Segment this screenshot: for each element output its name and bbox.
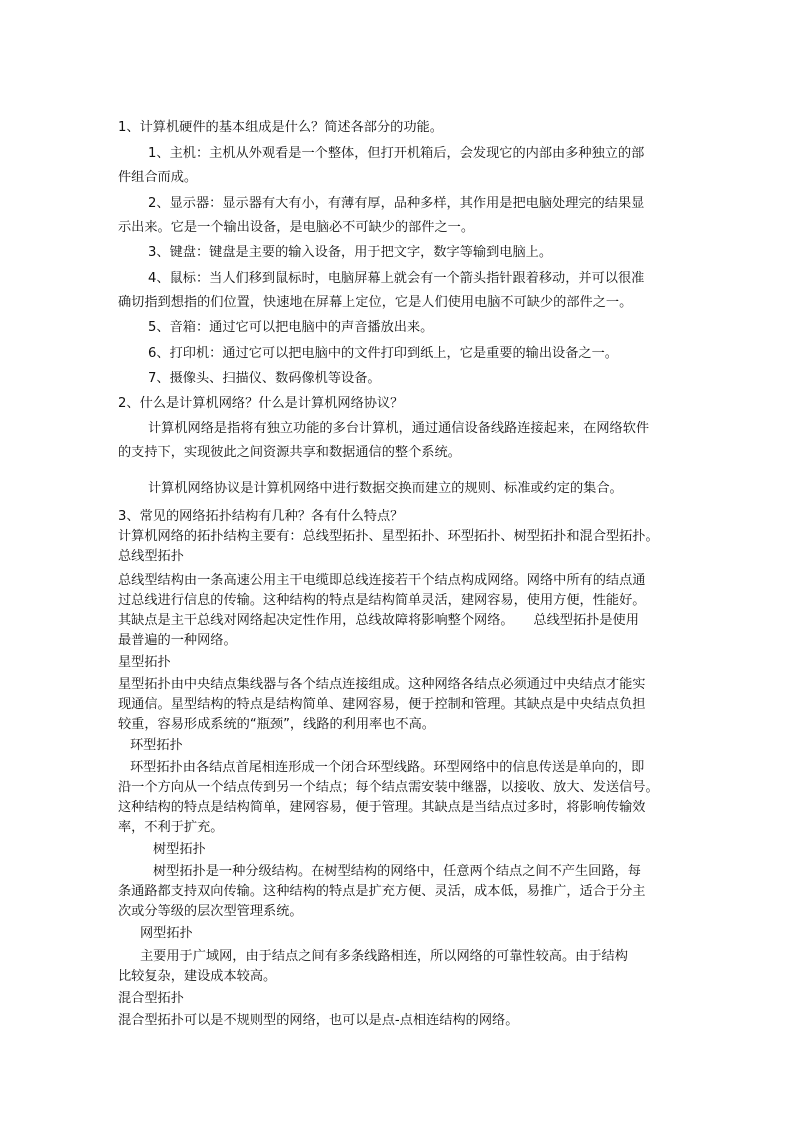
star-topology-line-3: 较重，容易形成系统的“瓶颈”，线路的利用率也不高。: [118, 717, 435, 732]
mesh-topology-heading: 网型拓扑: [140, 926, 193, 941]
ring-topology-line-4: 率，不利于扩充。: [118, 820, 224, 835]
answer-1-item-7: 7、摄像头、扫描仪、数码像机等设备。: [148, 371, 381, 386]
mesh-topology-line-1: 主要用于广域网，由于结点之间有多条线路相连，所以网络的可靠性较高。由于结构: [140, 949, 628, 964]
answer-1-item-4-line-1: 4、鼠标：当人们移到鼠标时，电脑屏幕上就会有一个箭头指针跟着移动，并可以很准: [148, 271, 645, 286]
hybrid-topology-line-1: 混合型拓扑可以是不规则型的网络，也可以是点-点相连结构的网络。: [118, 1013, 519, 1028]
question-3-heading: 3、常见的网络拓扑结构有几种？各有什么特点？: [118, 509, 404, 524]
bus-topology-heading: 总线型拓扑: [118, 549, 184, 564]
bus-topology-line-4: 最普遍的一种网络。: [118, 633, 237, 648]
answer-1-item-3: 3、键盘：键盘是主要的输入设备，用于把文字，数字等输到电脑上。: [148, 245, 553, 260]
bus-topology-line-3: 其缺点是主干总线对网络起决定性作用，总线故障将影响整个网络。 总线型拓扑是使用: [118, 613, 639, 628]
answer-2-protocol: 计算机网络协议是计算机网络中进行数据交换而建立的规则、标准或约定的集合。: [148, 481, 623, 496]
tree-topology-line-1: 树型拓扑是一种分级结构。在树型结构的网络中，任意两个结点之间不产生回路，每: [153, 864, 641, 879]
bus-topology-line-1: 总线型结构由一条高速公用主干电缆即总线连接若干个结点构成网络。网络中所有的结点通: [118, 573, 646, 588]
ring-topology-heading: 环型拓扑: [130, 738, 183, 753]
answer-2-network-line-2: 的支持下，实现彼此之间资源共享和数据通信的整个系统。: [118, 445, 461, 460]
question-2-heading: 2、什么是计算机网络？什么是计算机网络协议？: [118, 396, 404, 411]
tree-topology-line-3: 次或分等级的层次型管理系统。: [118, 904, 303, 919]
star-topology-line-1: 星型拓扑由中央结点集线器与各个结点连接组成。这种网络各结点必须通过中央结点才能实: [118, 677, 646, 692]
star-topology-heading: 星型拓扑: [118, 655, 171, 670]
ring-topology-line-3: 这种结构的特点是结构简单，建网容易，便于管理。其缺点是当结点过多时，将影响传输效: [118, 800, 646, 815]
bus-topology-line-2: 过总线进行信息的传输。这种结构的特点是结构简单灵活，建网容易，使用方便，性能好。: [118, 593, 646, 608]
answer-1-item-6: 6、打印机：通过它可以把电脑中的文件打印到纸上，它是重要的输出设备之一。: [148, 346, 618, 361]
hybrid-topology-heading: 混合型拓扑: [118, 991, 184, 1006]
answer-1-item-1-line-1: 1、主机：主机从外观看是一个整体，但打开机箱后，会发现它的内部由多种独立的部: [148, 146, 645, 161]
answer-2-network-line-1: 计算机网络是指将有独立功能的多台计算机，通过通信设备线路连接起来，在网络软件: [148, 421, 650, 436]
mesh-topology-line-2: 比较复杂，建设成本较高。: [118, 969, 277, 984]
answer-1-item-2-line-1: 2、显示器：显示器有大有小，有薄有厚，品种多样，其作用是把电脑处理完的结果显: [148, 196, 645, 211]
answer-3-intro: 计算机网络的拓扑结构主要有：总线型拓扑、星型拓扑、环型拓扑、树型拓扑和混合型拓扑。: [118, 529, 659, 544]
ring-topology-line-1: 环型拓扑由各结点首尾相连形成一个闭合环型线路。环型网络中的信息传送是单向的，即: [130, 760, 645, 775]
answer-1-item-5: 5、音箱：通过它可以把电脑中的声音播放出来。: [148, 320, 434, 335]
answer-1-item-4-line-2: 确切指到想指的们位置，快速地在屏幕上定位，它是人们使用电脑不可缺少的部件之一。: [118, 295, 633, 310]
star-topology-line-2: 现通信。星型结构的特点是结构简单、建网容易，便于控制和管理。其缺点是中央结点负担: [118, 697, 646, 712]
question-1-heading: 1、计算机硬件的基本组成是什么？简述各部分的功能。: [118, 120, 443, 135]
tree-topology-line-2: 条通路都支持双向传输。这种结构的特点是扩充方便、灵活，成本低，易推广，适合于分主: [118, 884, 646, 899]
ring-topology-line-2: 沿一个方向从一个结点传到另一个结点；每个结点需安装中继器，以接收、放大、发送信号。: [118, 780, 659, 795]
answer-1-item-1-line-2: 件组合而成。: [118, 170, 198, 185]
tree-topology-heading: 树型拓扑: [153, 842, 206, 857]
answer-1-item-2-line-2: 示出来。它是一个输出设备，是电脑必不可缺少的部件之一。: [118, 220, 475, 235]
